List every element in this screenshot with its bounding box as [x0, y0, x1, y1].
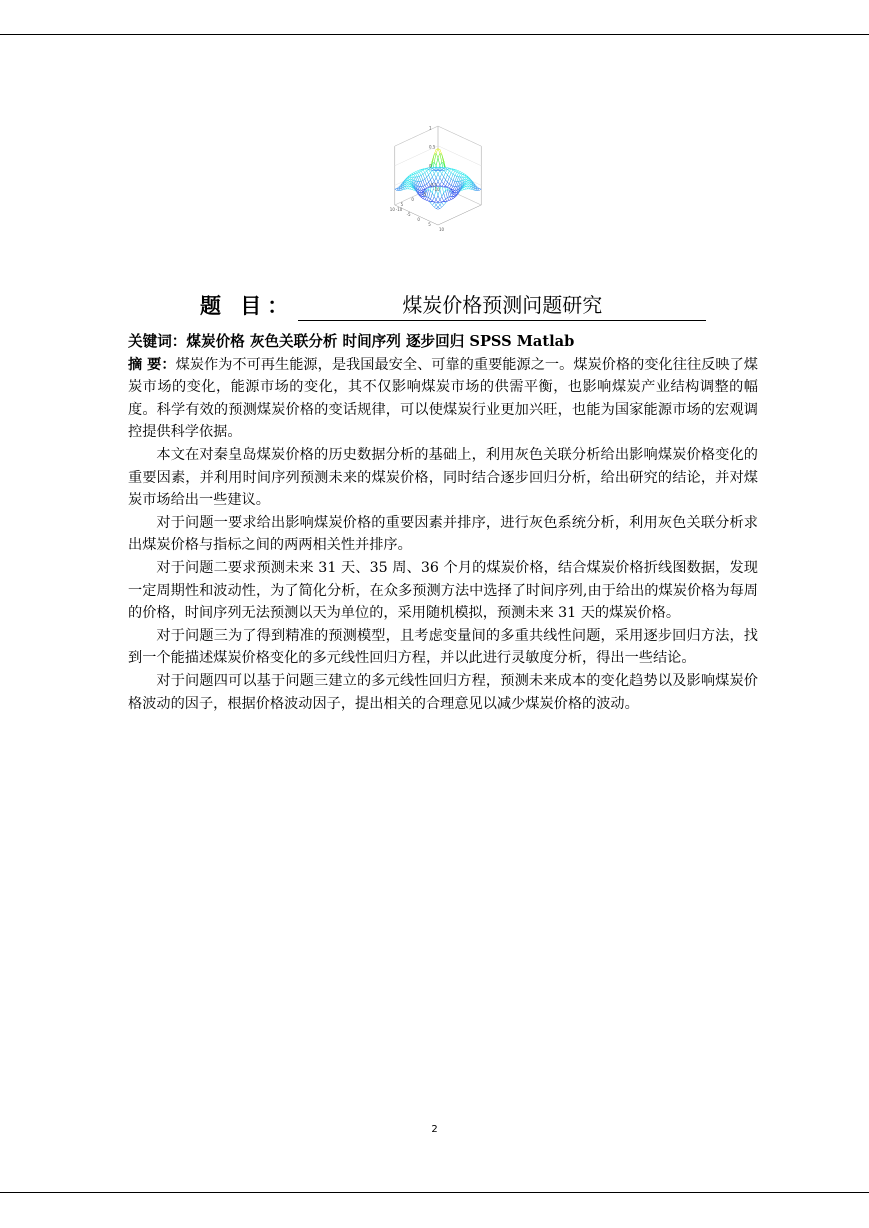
surface-plot-image: [360, 104, 520, 234]
x-tick-label: 10: [389, 207, 395, 212]
z-tick-label: 0.5: [429, 144, 436, 150]
y-tick-label: -5: [406, 212, 411, 217]
abstract-label: 摘 要：: [128, 356, 176, 373]
surface-plot-figure: [360, 104, 520, 234]
y-tick-label: 0: [417, 217, 420, 222]
y-tick-label: -10: [395, 207, 403, 212]
title-label: 题 目：: [200, 294, 295, 318]
axis-line: [438, 205, 481, 225]
title-row: [200, 287, 706, 321]
x-tick-label: 0: [411, 197, 414, 202]
footer-rule: [0, 1192, 869, 1193]
abstract-paragraph: 对于问题一要求给出影响煤炭价格的重要因素并排序，进行灰色系统分析，利用灰色关联分析求出煤炭价格与指标之间的两两相关性并排序。: [128, 514, 758, 554]
abstract-text: 煤炭作为不可再生能源，是我国最安全、可靠的重要能源之一。煤炭价格的变化往往反映了煤炭市场的变化，能源市场的变化，其不仅影响煤炭市场的供需平衡，也影响煤炭产业结构调整的幅度。科学有效的预测煤炭价格的变话规律，可以使煤炭行业更加兴旺，也能为国家能源市场的宏观调控提供科学依据。: [128, 356, 758, 441]
surface-mesh: [395, 149, 481, 210]
abstract-paragraph: 对于问题四可以基于问题三建立的多元线性回归方程，预测未来成本的变化趋势以及影响煤炭价格波动的因子，根据价格波动因子，提出相关的合理意见以减少煤炭价格的波动。: [128, 672, 758, 712]
header-rule: [0, 34, 869, 35]
y-tick-label: 5: [428, 222, 431, 227]
z-tick-label: 1: [429, 125, 432, 131]
x-tick-label: -10: [433, 187, 440, 192]
abstract-paragraph: [128, 354, 758, 444]
z-tick-label: 0: [429, 163, 432, 169]
page-number: 2: [431, 1124, 438, 1135]
document-body: [128, 331, 758, 715]
x-tick-label: 5: [400, 202, 404, 207]
title-value: 煤炭价格预测问题研究: [298, 291, 706, 321]
abstract-paragraph: 本文在对秦皇岛煤炭价格的历史数据分析的基础上，利用灰色关联分析给出影响煤炭价格变化的重要因素，并利用时间序列预测未来的煤炭价格，同时结合逐步回归分析，给出研究的结论，并对煤炭市场给出一些建议。: [128, 446, 758, 509]
abstract-paragraph: 对于问题二要求预测未来 31 天、35 周、36 个月的煤炭价格，结合煤炭价格折线图数据，发现一定周期性和波动性，为了简化分析，在众多预测方法中选择了时间序列,由于给出的煤炭价格为每周的价格，时间序列无法预测以天为单位的，采用随机模拟，预测未来 31 天的煤炭价格。: [128, 559, 758, 622]
x-tick-label: -5: [422, 192, 427, 197]
keywords-label: 关键词：: [128, 333, 187, 350]
keywords-line: [128, 331, 758, 354]
abstract-paragraph: 对于问题三为了得到精准的预测模型，且考虑变量间的多重共线性问题，采用逐步回归方法，找到一个能描述煤炭价格变化的多元线性回归方程，并以此进行灵敏度分析，得出一些结论。: [128, 627, 758, 667]
z-tick-label: -0.5: [429, 182, 437, 188]
y-tick-label: 10: [439, 227, 445, 232]
keywords-terms: 煤炭价格 灰色关联分析 时间序列 逐步回归 SPSS Matlab: [186, 333, 575, 350]
